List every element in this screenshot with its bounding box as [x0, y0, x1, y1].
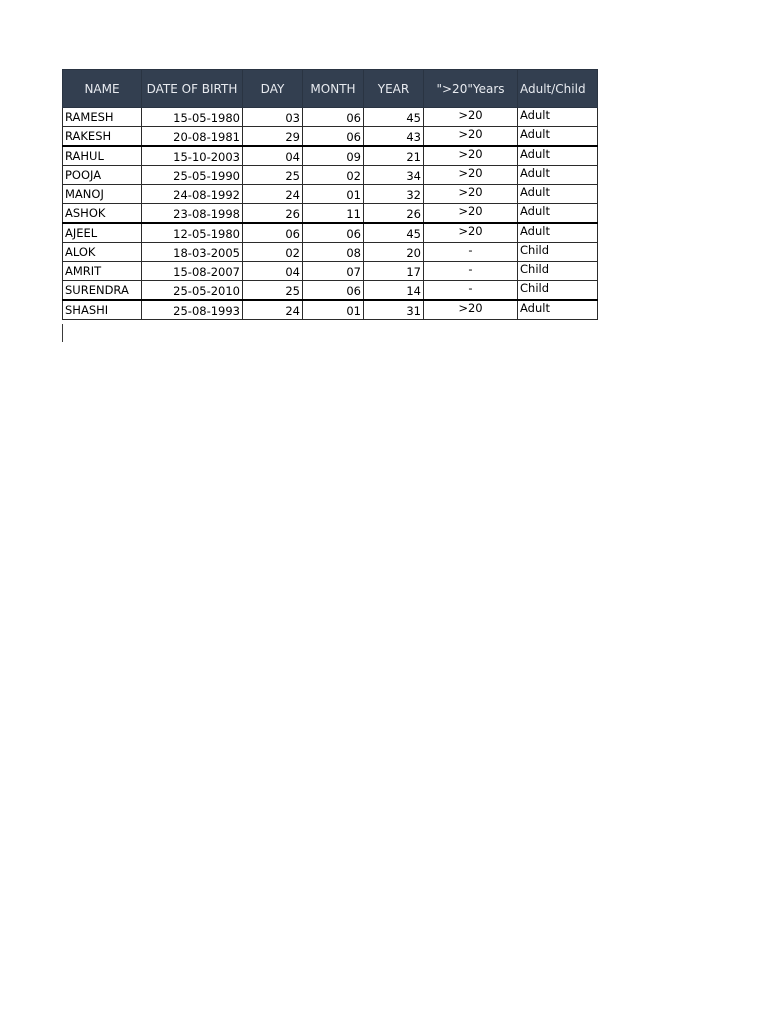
- cell-dob[interactable]: 25-05-1990: [142, 166, 243, 185]
- table-row: [63, 146, 598, 166]
- header-name[interactable]: NAME: [63, 70, 142, 108]
- cell-adult-child[interactable]: Adult: [518, 108, 598, 127]
- cell-name[interactable]: ASHOK: [63, 204, 142, 224]
- cell-name[interactable]: SHASHI: [63, 300, 142, 320]
- cell-dob[interactable]: 25-05-2010: [142, 281, 243, 301]
- cell-year[interactable]: 45: [364, 108, 424, 127]
- table-body: [63, 108, 598, 320]
- cell-over-20[interactable]: -: [424, 262, 518, 281]
- cell-name[interactable]: RAKESH: [63, 127, 142, 147]
- cell-over-20[interactable]: >20: [424, 223, 518, 243]
- cell-over-20[interactable]: >20: [424, 185, 518, 204]
- header-over-20-years[interactable]: ">20"Years: [424, 70, 518, 108]
- header-month[interactable]: MONTH: [303, 70, 364, 108]
- cell-dob[interactable]: 18-03-2005: [142, 243, 243, 262]
- cell-adult-child[interactable]: Adult: [518, 300, 598, 320]
- cell-name[interactable]: AJEEL: [63, 223, 142, 243]
- table-header: [63, 70, 598, 108]
- cell-over-20[interactable]: >20: [424, 166, 518, 185]
- cell-month[interactable]: 06: [303, 127, 364, 147]
- cell-dob[interactable]: 23-08-1998: [142, 204, 243, 224]
- cell-year[interactable]: 34: [364, 166, 424, 185]
- cell-month[interactable]: 06: [303, 223, 364, 243]
- cell-over-20[interactable]: >20: [424, 204, 518, 224]
- cell-day[interactable]: 03: [243, 108, 303, 127]
- cell-month[interactable]: 02: [303, 166, 364, 185]
- table-row: [63, 281, 598, 301]
- cell-name[interactable]: AMRIT: [63, 262, 142, 281]
- cell-name[interactable]: MANOJ: [63, 185, 142, 204]
- cell-dob[interactable]: 15-08-2007: [142, 262, 243, 281]
- cell-month[interactable]: 01: [303, 300, 364, 320]
- header-adult-child[interactable]: Adult/Child: [518, 70, 598, 108]
- cell-adult-child[interactable]: Adult: [518, 204, 598, 224]
- cell-day[interactable]: 24: [243, 300, 303, 320]
- cell-year[interactable]: 26: [364, 204, 424, 224]
- cell-month[interactable]: 06: [303, 281, 364, 301]
- cell-dob[interactable]: 20-08-1981: [142, 127, 243, 147]
- table-row: [63, 108, 598, 127]
- table-row: [63, 127, 598, 147]
- cell-adult-child[interactable]: Adult: [518, 166, 598, 185]
- cell-adult-child[interactable]: Child: [518, 243, 598, 262]
- cell-over-20[interactable]: >20: [424, 146, 518, 166]
- table-row: [63, 243, 598, 262]
- cell-adult-child[interactable]: Child: [518, 281, 598, 301]
- cell-over-20[interactable]: -: [424, 281, 518, 301]
- table-row: [63, 204, 598, 224]
- cell-dob[interactable]: 15-05-1980: [142, 108, 243, 127]
- cell-adult-child[interactable]: Adult: [518, 146, 598, 166]
- cell-day[interactable]: 06: [243, 223, 303, 243]
- cell-month[interactable]: 09: [303, 146, 364, 166]
- cell-day[interactable]: 26: [243, 204, 303, 224]
- cell-year[interactable]: 21: [364, 146, 424, 166]
- cell-dob[interactable]: 25-08-1993: [142, 300, 243, 320]
- cell-name[interactable]: SURENDRA: [63, 281, 142, 301]
- cell-name[interactable]: RAHUL: [63, 146, 142, 166]
- cell-month[interactable]: 07: [303, 262, 364, 281]
- cell-over-20[interactable]: -: [424, 243, 518, 262]
- header-row: [63, 70, 598, 108]
- cell-name[interactable]: ALOK: [63, 243, 142, 262]
- cell-month[interactable]: 06: [303, 108, 364, 127]
- cell-year[interactable]: 43: [364, 127, 424, 147]
- table-row: [63, 262, 598, 281]
- cell-adult-child[interactable]: Child: [518, 262, 598, 281]
- cell-dob[interactable]: 15-10-2003: [142, 146, 243, 166]
- text-cursor: [62, 324, 63, 342]
- header-day[interactable]: DAY: [243, 70, 303, 108]
- data-table: [62, 69, 598, 320]
- cell-day[interactable]: 04: [243, 146, 303, 166]
- header-year[interactable]: YEAR: [364, 70, 424, 108]
- cell-over-20[interactable]: >20: [424, 108, 518, 127]
- table-row: [63, 166, 598, 185]
- cell-year[interactable]: 17: [364, 262, 424, 281]
- cell-adult-child[interactable]: Adult: [518, 185, 598, 204]
- cell-name[interactable]: RAMESH: [63, 108, 142, 127]
- spreadsheet: [62, 69, 598, 320]
- table-row: [63, 185, 598, 204]
- cell-month[interactable]: 01: [303, 185, 364, 204]
- cell-day[interactable]: 25: [243, 166, 303, 185]
- cell-dob[interactable]: 24-08-1992: [142, 185, 243, 204]
- table-row: [63, 223, 598, 243]
- cell-year[interactable]: 20: [364, 243, 424, 262]
- cell-adult-child[interactable]: Adult: [518, 223, 598, 243]
- table-row: [63, 300, 598, 320]
- cell-name[interactable]: POOJA: [63, 166, 142, 185]
- cell-year[interactable]: 32: [364, 185, 424, 204]
- cell-day[interactable]: 04: [243, 262, 303, 281]
- header-date-of-birth[interactable]: DATE OF BIRTH: [142, 70, 243, 108]
- cell-adult-child[interactable]: Adult: [518, 127, 598, 147]
- cell-year[interactable]: 45: [364, 223, 424, 243]
- cell-month[interactable]: 08: [303, 243, 364, 262]
- cell-day[interactable]: 25: [243, 281, 303, 301]
- cell-year[interactable]: 31: [364, 300, 424, 320]
- cell-over-20[interactable]: >20: [424, 127, 518, 147]
- cell-day[interactable]: 02: [243, 243, 303, 262]
- cell-year[interactable]: 14: [364, 281, 424, 301]
- cell-month[interactable]: 11: [303, 204, 364, 224]
- cell-over-20[interactable]: >20: [424, 300, 518, 320]
- cell-day[interactable]: 24: [243, 185, 303, 204]
- cell-day[interactable]: 29: [243, 127, 303, 147]
- cell-dob[interactable]: 12-05-1980: [142, 223, 243, 243]
